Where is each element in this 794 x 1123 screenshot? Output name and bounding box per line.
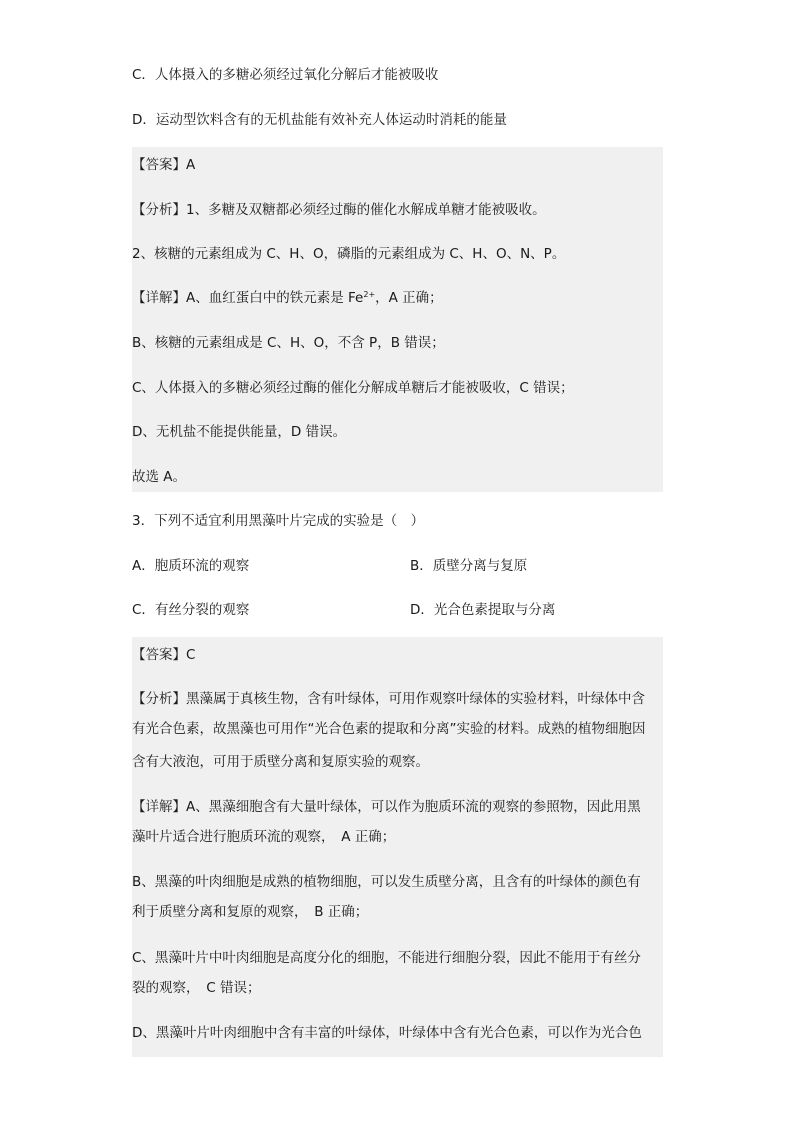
- q2-option-d: D．运动型饮料含有的无机盐能有效补充人体运动时消耗的能量: [132, 112, 507, 128]
- q2-detail-d: D、无机盐不能提供能量，D 错误。: [132, 424, 347, 440]
- q3-stem: 3．下列不适宜利用黑藻叶片完成的实验是（ ）: [132, 513, 425, 529]
- q3-option-b: B．质壁分离与复原: [410, 558, 528, 574]
- q2-detail-c: C、人体摄入的多糖必须经过酶的催化分解成单糖后才能被吸收，C 错误；: [132, 380, 574, 396]
- q3-detail-c-line-1: C、黑藻叶片中叶肉细胞是高度分化的细胞，不能进行细胞分裂，因此不能用于有丝分: [132, 950, 641, 966]
- q3-detail-c-line-2: 裂的观察， C 错误；: [132, 980, 261, 996]
- q2-option-c: C．人体摄入的多糖必须经过氧化分解后才能被吸收: [132, 67, 439, 83]
- q2-analysis-2: 2、核糖的元素组成为 C、H、O，磷脂的元素组成为 C、H、O、N、P。: [132, 246, 566, 262]
- q2-detail-a: [132, 287, 662, 309]
- q3-option-c: C．有丝分裂的观察: [132, 602, 250, 618]
- q3-detail-a-line-1: 【详解】A、黑藻细胞含有大量叶绿体，可以作为胞质环流的观察的参照物，因此用黑: [132, 799, 641, 815]
- q3-analysis-line-3: 含有大液泡，可用于质壁分离和复原实验的观察。: [132, 754, 429, 770]
- q2-answer: 【答案】A: [132, 157, 196, 173]
- q2-detail-b: B、核糖的元素组成是 C、H、O，不含 P，B 错误；: [132, 335, 445, 351]
- q3-detail-a-line-2: 藻叶片适合进行胞质环流的观察， A 正确；: [132, 829, 396, 845]
- q2-analysis-1: 【分析】1、多糖及双糖都必须经过酶的催化水解成单糖才能被吸收。: [132, 202, 546, 218]
- q2-detail-a-result: ，A 正确；: [375, 290, 443, 306]
- q3-answer: 【答案】C: [132, 647, 196, 663]
- q3-analysis-line-1: 【分析】黑藻属于真核生物，含有叶绿体，可用作观察叶绿体的实验材料，叶绿体中含: [132, 691, 645, 707]
- iron-charge-superscript: 2+: [363, 290, 376, 299]
- q3-option-a: A．胞质环流的观察: [132, 558, 250, 574]
- q2-conclusion: 故选 A。: [132, 469, 187, 485]
- q3-detail-b-line-1: B、黑藻的叶肉细胞是成熟的植物细胞，可以发生质壁分离，且含有的叶绿体的颜色有: [132, 874, 641, 890]
- q3-detail-d-line-1: D、黑藻叶片叶肉细胞中含有丰富的叶绿体，叶绿体中含有光合色素，可以作为光合色: [132, 1025, 642, 1041]
- q2-detail-a-text: 【详解】A、血红蛋白中的铁元素是 Fe: [132, 290, 364, 306]
- q3-option-d: D．光合色素提取与分离: [410, 602, 556, 618]
- q3-detail-b-line-2: 利于质壁分离和复原的观察， B 正确；: [132, 904, 369, 920]
- q3-analysis-line-2: 有光合色素，故黑藻也可用作“光合色素的提取和分离”实验的材料。成熟的植物细胞因: [132, 721, 646, 737]
